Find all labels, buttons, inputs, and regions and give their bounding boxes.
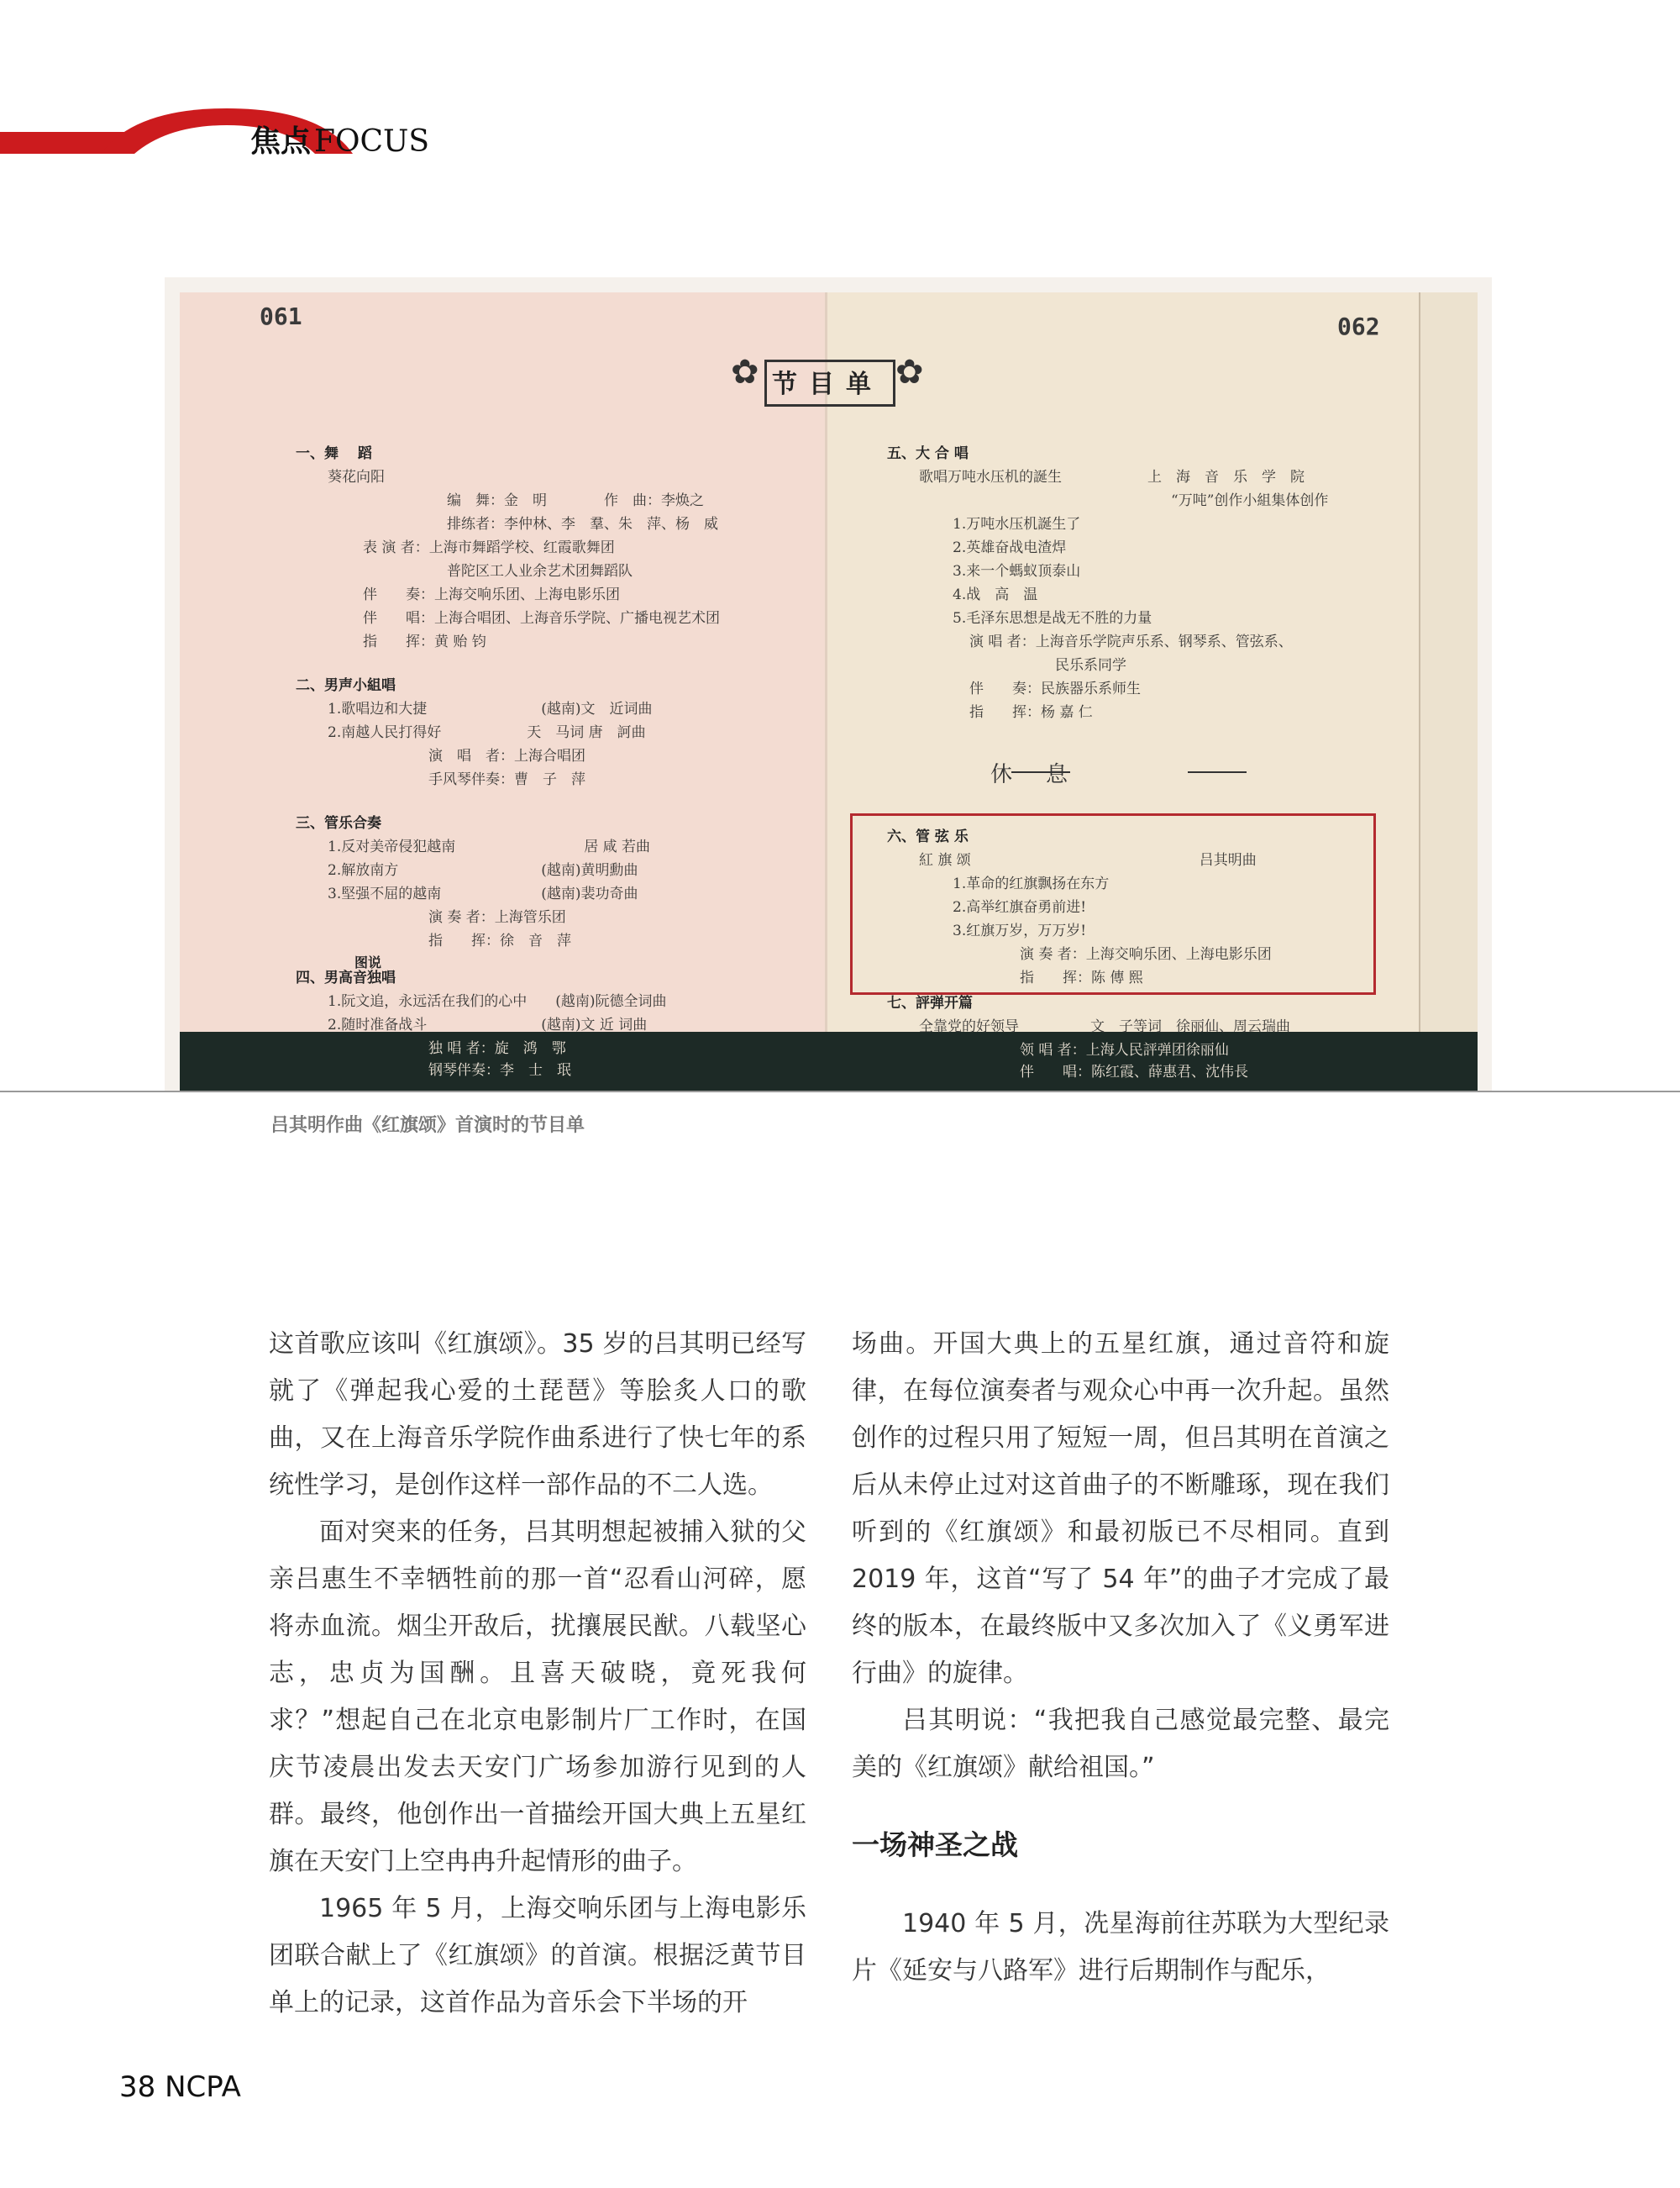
plant-ornament-icon: ✿ <box>895 353 924 392</box>
page-number: 38 <box>119 2070 156 2104</box>
program-line: 钢琴伴奏：李 士 珉 <box>428 1062 571 1079</box>
program-line: 2.高举红旗奋勇前进! <box>953 899 1087 916</box>
program-line: 歌唱万吨水压机的誕生 上 海 音 乐 学 院 <box>919 469 1305 486</box>
program-line: 指 挥：黄 贻 钧 <box>363 634 486 650</box>
program-line: 葵花向阳 <box>328 469 385 486</box>
sheet-page-number-right: 062 <box>1337 313 1380 340</box>
program-line: 七、評弹开篇 <box>887 995 973 1012</box>
program-sheet-photo <box>165 277 1492 1091</box>
program-line: 2.随时准备战斗 (越南)文 近 词曲 <box>328 1017 648 1034</box>
section-label-en: FOCUS <box>314 124 430 159</box>
program-line: 领 唱 者：上海人民評弹团徐丽仙 <box>1020 1042 1229 1059</box>
article-paragraph: 场曲。开国大典上的五星红旗，通过音符和旋律，在每位演奏者与观众心中再一次升起。虽然创作的过程只用了短短一周，但吕其明在首演之后从未停止过对这首曲子的不断雕琢，现在我们听到的《红旗颂》和最初版已不尽相同。直到 2019 年，这首“写了 54 年”的曲子才完成了最终的版本，在最终版中又多次加入了《义勇军进行曲》的旋律。 <box>852 1329 1389 1688</box>
program-line: 4.战 高 温 <box>953 586 1038 603</box>
program-line: 伴 唱：上海合唱团、上海音乐学院、广播电视艺术团 <box>363 610 720 627</box>
section-heading: 一场神圣之战 <box>852 1828 1018 1861</box>
program-line: 全靠党的好领导 文 子等词 徐丽仙、周云瑞曲 <box>919 1018 1290 1035</box>
program-line: 1.阮文追，永远活在我们的心中 (越南)阮德全词曲 <box>328 993 667 1010</box>
intermission-label: 休息 <box>990 762 1102 787</box>
sheet-page-number-left: 061 <box>260 302 302 330</box>
article-paragraph: 1965 年 5 月，上海交响乐团与上海电影乐团联合献上了《红旗颂》的首演。根据泛黄节目单上的记录，这首作品为音乐会下半场的开 <box>269 1894 806 2017</box>
article-paragraph: 面对突来的任务，吕其明想起被捕入狱的父亲吕惠生不幸牺牲前的那一首“忍看山河碎，愿将赤血流。烟尘开敌后，扰攘展民猷。八载坚心志，忠贞为国酬。且喜天破晓，竟死我何求？”想起自己在北京电影制片厂工作时，在国庆节凌晨出发去天安门广场参加游行见到的人群。最终，他创作出一首描绘开国大典上五星红旗在天安门上空冉冉升起情形的曲子。 <box>269 1517 806 1876</box>
article-paragraph: 这首歌应该叫《红旗颂》。35 岁的吕其明已经写就了《弹起我心爱的土琵琶》等脍炙人口的歌曲，又在上海音乐学院作曲系进行了快七年的系统性学习，是创作这样一部作品的不二人选。 <box>269 1329 806 1500</box>
program-line: 2.南越人民打得好 天 马词 唐 訶曲 <box>328 724 646 741</box>
program-line: 一、舞 蹈 <box>296 445 372 462</box>
program-line: 六、管 弦 乐 <box>887 828 969 845</box>
program-line: 5.毛泽东思想是战无不胜的力量 <box>953 610 1152 627</box>
program-line: 演 唱 者：上海合唱团 <box>428 748 585 765</box>
banner-title: 节目单 <box>772 370 883 399</box>
program-line: 指 挥：陈 傳 熙 <box>1020 970 1143 986</box>
program-line: 伴 唱：陈红霞、薛惠君、沈伟長 <box>1020 1064 1248 1081</box>
program-line: 指 挥：杨 嘉 仁 <box>969 704 1093 721</box>
program-line: 手风琴伴奏：曹 子 萍 <box>428 771 585 788</box>
intermission-right-arrow <box>1188 771 1247 773</box>
caption-rule <box>0 1091 1680 1092</box>
program-line: 指 挥：徐 音 萍 <box>428 933 571 949</box>
section-label-cn: 焦点 <box>250 124 312 159</box>
program-line: 表 演 者：上海市舞蹈学校、红霞歌舞团 <box>363 539 615 556</box>
magazine-name: NCPA <box>165 2070 241 2104</box>
sheet-next-page-edge <box>1419 292 1478 1032</box>
program-line: 三、管乐合奏 <box>296 815 381 832</box>
section-label <box>250 124 429 160</box>
program-line: 3.堅强不屈的越南 (越南)裴功奇曲 <box>328 886 638 902</box>
program-line: 3.红旗万岁，万万岁! <box>953 923 1087 939</box>
program-line: 排练者：李仲林、李 羣、朱 萍、杨 威 <box>447 516 718 533</box>
program-line: 五、大 合 唱 <box>887 445 969 462</box>
page-folio <box>119 2070 241 2104</box>
program-line: 伴 奏：上海交响乐团、上海电影乐团 <box>363 586 620 603</box>
program-line: 3.来一个螞蚁顶泰山 <box>953 563 1081 580</box>
plant-ornament-icon: ✿ <box>731 353 759 392</box>
article-paragraph: 1940 年 5 月，冼星海前往苏联为大型纪录片《延安与八路军》进行后期制作与配乐， <box>852 1909 1389 1986</box>
program-line: “万吨”创作小組集体创作 <box>1171 492 1329 509</box>
program-line: 1.歌唱边和大捷 (越南)文 近词曲 <box>328 701 653 718</box>
figure-caption: 吕其明作曲《红旗颂》首演时的节目单 <box>270 1115 585 1136</box>
program-line: 2.英雄奋战电渣焊 <box>953 539 1067 556</box>
program-line: 紅 旗 颂 吕其明曲 <box>919 852 1257 869</box>
program-line: 演 奏 者：上海管乐团 <box>428 909 566 926</box>
program-line: 编 舞：金 明 作 曲：李焕之 <box>447 492 704 509</box>
program-line: 1.反对美帝侵犯越南 居 咸 若曲 <box>328 839 651 855</box>
program-line: 普陀区工人业余艺术团舞蹈队 <box>447 563 633 580</box>
program-line: 四、男高音独唱 <box>296 970 396 986</box>
program-sheet <box>180 292 1478 1091</box>
program-line: 演 奏 者：上海交响乐团、上海电影乐团 <box>1020 946 1272 963</box>
article-column-left <box>269 1321 806 2027</box>
article-paragraph: 吕其明说：“我把我自己感觉最完整、最完美的《红旗颂》献给祖国。” <box>852 1706 1389 1782</box>
program-line: 独 唱 者：旋 鸿 鄂 <box>428 1040 566 1057</box>
program-line: 1.革命的红旗飘扬在东方 <box>953 876 1110 892</box>
program-line: 二、男声小組唱 <box>296 677 396 694</box>
program-line: 伴 奏：民族器乐系师生 <box>969 681 1141 697</box>
photo-background <box>180 1032 1478 1091</box>
program-title-banner <box>731 345 924 413</box>
sheet-left-page <box>180 292 827 1091</box>
program-line: 演 唱 者：上海音乐学院声乐系、钢琴系、管弦系、 <box>969 634 1293 650</box>
article-column-right <box>852 1321 1389 1995</box>
program-line: 1.万吨水压机誕生了 <box>953 516 1081 533</box>
sheet-stamp: 图说 <box>354 955 382 970</box>
program-line: 民乐系同学 <box>1055 657 1126 674</box>
program-line: 2.解放南方 (越南)黄明勳曲 <box>328 862 638 879</box>
